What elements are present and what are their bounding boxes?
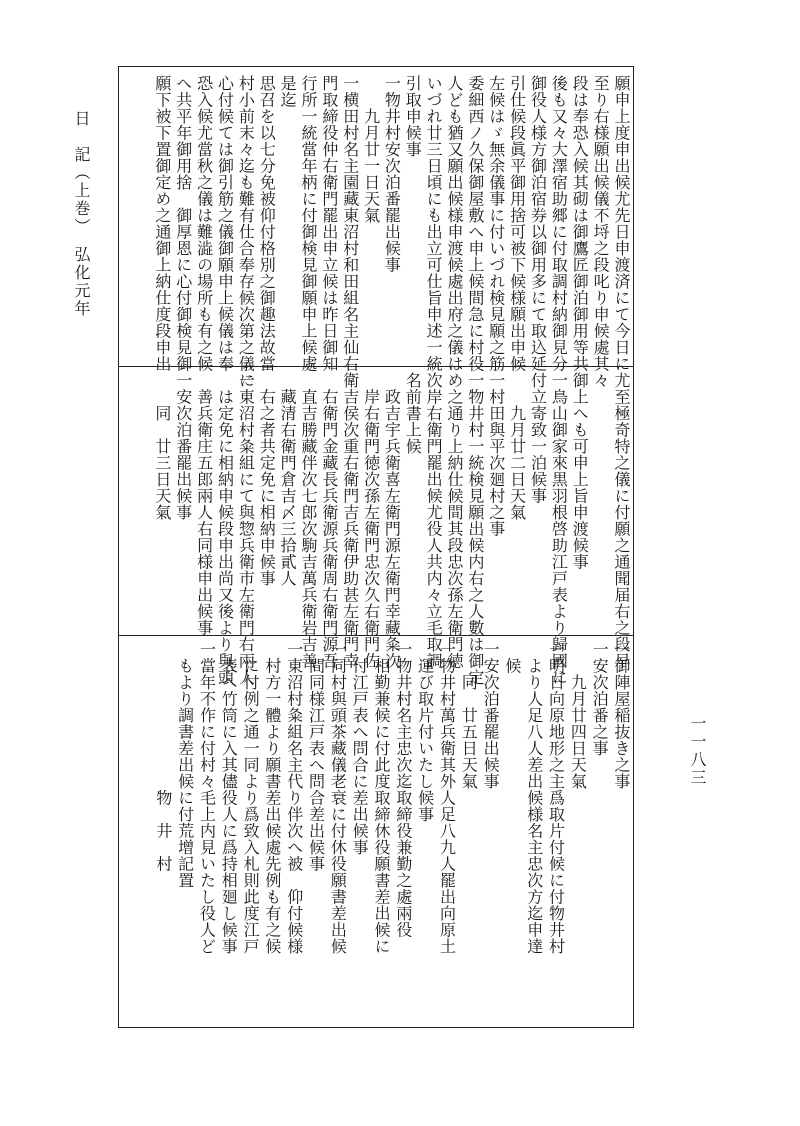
text-column: 一當年不作に付村々毛上内見いたし役人ど	[197, 641, 217, 955]
text-column: 行所一統當年柄に付御検見御願申上候處	[298, 75, 318, 372]
text-column: 一物井村名主忠次迄取締役兼勤之處兩役	[393, 641, 413, 938]
text-column: 左候はゞ無余儀事に付いづれ検見願之筋	[486, 75, 506, 372]
text-column: 付江戸表へ問合に差出候事	[350, 641, 370, 856]
text-column: 九月廿一日天氣	[361, 75, 381, 224]
text-column: 思召を以七分免被仰付格別之御趣法故當	[257, 75, 277, 372]
text-column: 直吉勝藏伴次七郎次駒吉萬兵衛岩吉善	[298, 372, 318, 669]
text-column: もより調書差出候に付荒增記置	[175, 641, 195, 889]
text-column: 候	[502, 641, 522, 674]
text-column: 願申上度申出候尤先日申渡済にて今日に	[612, 75, 631, 372]
text-column: 物 井 村	[153, 641, 173, 872]
text-column: 間同様江戸表へ問合差出候事	[306, 641, 326, 872]
text-column: 右衛門金藏長兵衛源兵衛周右衛門源吾	[319, 372, 339, 669]
text-column: 次岸右衛門罷出候尤役人共内々立毛取調	[424, 372, 444, 669]
text-column: 御上へも可申上旨申渡候事	[570, 372, 590, 570]
text-column: 一同村與頭茶藏儀老衰に付休役願書差出候	[328, 641, 348, 955]
text-column: 至り右様願出候儀不埒之段叱り申候處其	[591, 75, 611, 372]
book-title: 日 記（上巻） 弘化元年	[72, 110, 91, 318]
text-column: 一安次泊番罷出候事	[481, 641, 501, 790]
text-column: 藏清右衛門倉吉〆三拾貳人	[278, 372, 298, 587]
text-column: 一物井村一統検見願出候内右之人數は御定	[465, 372, 485, 686]
text-column: 九月廿四日天氣	[568, 641, 588, 790]
text-column: 吉侯次重右衛門吉兵衛伊助甚左衛門幸	[340, 372, 360, 669]
text-column: 岸右衛門徳次孫左衛門忠次久右衛門佐	[361, 372, 381, 669]
text-column: 恐入候尤當秋之儀は難澁の場所も有之候	[194, 75, 214, 372]
text-column: 是迄	[278, 75, 298, 108]
text-column: 表へ竹筒に入其儘役人に爲持相廻し候事	[219, 641, 239, 955]
text-column: は定免に相納申候段申出尚又後より與頭	[215, 372, 235, 686]
page-number: 一一八三	[688, 715, 707, 787]
text-column: 一横田村名主園藏東沼村和田組名主仙右衛	[340, 75, 360, 389]
text-column: 委細西ノ久保御屋敷へ申上候間急に村役	[465, 75, 485, 372]
text-column: 一村田與平次廻村之事	[486, 372, 506, 537]
text-column: 一安次泊番罷出候事	[173, 372, 193, 521]
text-column: 一東沼村粂組にて與惣兵衛市左衛門右兩人	[236, 372, 256, 686]
text-column: 村方一體より願書差出候處先例も有之候	[262, 641, 282, 955]
text-column: 相勤兼候に付此度取締休役願書差出候に	[372, 641, 391, 955]
text-column: へ共平年御用捨 御厚恩に心付御検見御	[173, 75, 193, 372]
text-column: 名前書上候	[403, 372, 423, 455]
text-column: 御役人様方御泊宿券以御用多にて取込延	[528, 75, 548, 372]
text-column: 右之者共定免に相納申候事	[257, 372, 277, 587]
text-column: 九月廿二日天氣	[507, 372, 527, 521]
text-column: いづれ廿三日頃にも出立可仕旨申述一統	[424, 75, 444, 372]
text-column: め之通り上納仕候間其段忠次孫左衛門徳	[445, 372, 465, 669]
text-column: 願下被下置御定め之通御上納仕度段申出	[152, 75, 172, 372]
text-column: 一東沼村粂組名主代り伴次へ被 仰付候様	[284, 641, 304, 955]
text-column: 善兵衛庄五郎兩人右同様申出候事	[194, 372, 214, 636]
text-column: 運び取片付いたし候事	[415, 641, 435, 823]
text-column: 引仕候段眞平御用捨可被下候様願出申候	[507, 75, 527, 372]
text-column: 同 廿三日天氣	[152, 372, 172, 521]
text-column: 心付候ては御引筋之儀御願申上候儀は奉	[215, 75, 235, 372]
text-column: 門取締役仲右衛門罷出申立候は昨日御知	[319, 75, 339, 372]
text-column: 引取申候事	[403, 75, 423, 158]
text-column: 尤至極奇特之儀に付願之通聞届右之段早	[612, 372, 631, 669]
text-column: 村小前末々迄も難有仕合奉存候次第之儀に	[236, 75, 256, 389]
text-column: 々	[591, 372, 611, 389]
text-column: 一明日向原地形之主爲取片付候に付物井村	[546, 641, 566, 955]
text-column: 一物井村萬兵衛其外人足八九人罷出向原土	[437, 641, 457, 955]
text-column: より人足八人差出候様名主忠次方迄申達	[524, 641, 544, 955]
text-column: 政吉宇兵衛喜左衛門源左衛門幸藏粂次	[382, 372, 402, 669]
text-column: 一鳥山御家來黒羽根啓助江戸表より歸國に	[549, 372, 569, 686]
text-column: 同 廿五日天氣	[459, 641, 479, 790]
text-column: 付立寄致一泊候事	[528, 372, 548, 504]
text-column: 後も又々大澤宿助郷に付取調村納御見分	[549, 75, 569, 372]
text-column: 段は奉恐入候其砌は御鷹匠御泊御用等共	[570, 75, 590, 372]
text-column: 一物井村安次泊番罷出候事	[382, 75, 402, 273]
text-column: 人ども猶又願出候様申渡候處出府之儀は	[445, 75, 465, 372]
text-column: 一安次泊番之事	[590, 641, 610, 757]
text-column: 一御陣屋稲抜き之事	[612, 641, 631, 790]
text-frame	[118, 66, 634, 1028]
text-column: に付例之通一同より爲致入札則此度江戸	[241, 641, 261, 955]
